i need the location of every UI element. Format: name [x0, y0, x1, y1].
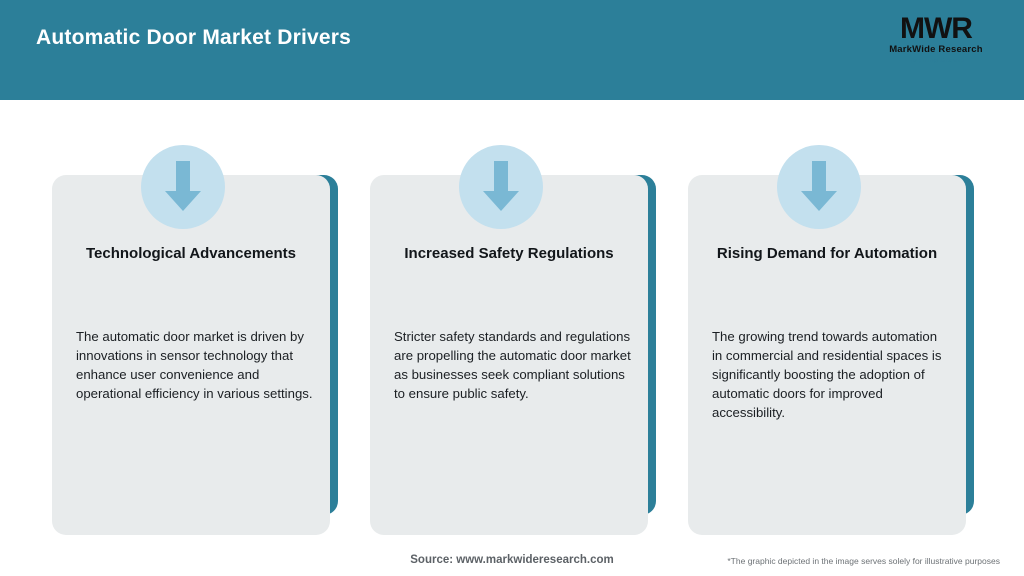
- page-title: Automatic Door Market Drivers: [36, 26, 352, 49]
- logo-mark: MWR: [900, 12, 972, 45]
- arrow-down-icon: [163, 161, 203, 213]
- arrow-down-icon: [799, 161, 839, 213]
- card-title: Increased Safety Regulations: [404, 245, 614, 262]
- disclaimer-label: *The graphic depicted in the image serves solely for illustrative purposes: [727, 556, 1000, 566]
- icon-badge: [141, 145, 225, 229]
- card-title: Technological Advancements: [85, 245, 297, 262]
- card-body: The automatic door market is driven by innovations in sensor technology that enhance user convenience and operational efficiency in various settings.: [76, 329, 313, 401]
- header-bar: [0, 0, 1024, 100]
- logo: [876, 14, 996, 72]
- source-label: Source: www.markwideresearch.com: [410, 554, 614, 566]
- card-body: The growing trend towards automation in commercial and residential spaces is significantly boosting the adoption of automatic doors for improved accessibility.: [712, 329, 942, 420]
- card-body: Stricter safety standards and regulations are propelling the automatic door market as businesses seek compliant solutions to ensure public safety.: [394, 329, 631, 401]
- logo-name: MarkWide Research: [889, 44, 983, 55]
- icon-badge: [777, 145, 861, 229]
- arrow-down-icon: [481, 161, 521, 213]
- card-title: Rising Demand for Automation: [716, 245, 938, 262]
- icon-badge: [459, 145, 543, 229]
- logo-tagline: Inspiring Growth: [907, 57, 965, 64]
